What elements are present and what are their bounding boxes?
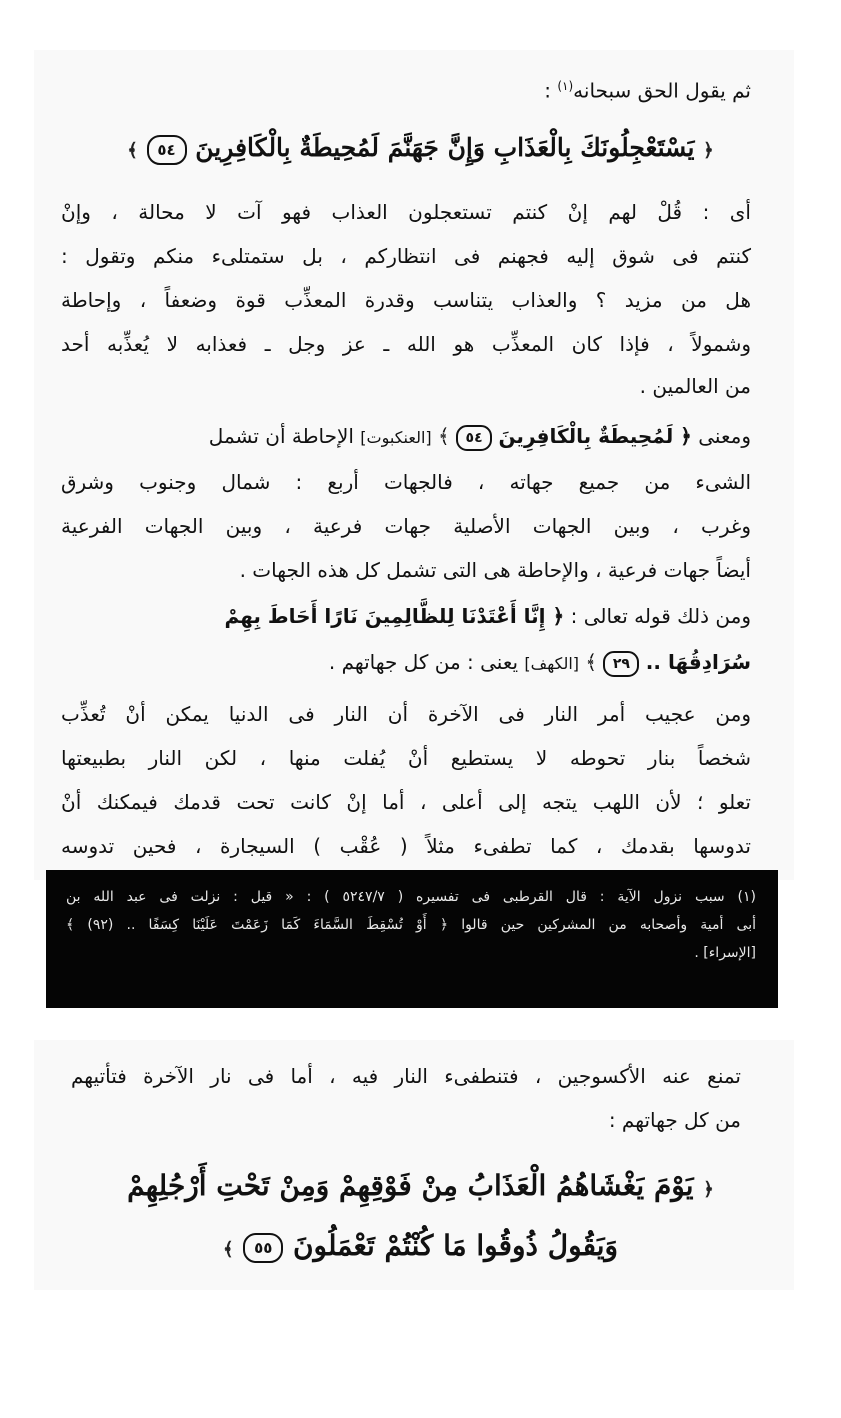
inline-verse-continued: سُرَادِقُهَا .. <box>645 650 751 674</box>
ayah-number-badge: ٢٩ <box>603 651 639 677</box>
intro-colon: : <box>544 78 551 103</box>
footnote-line: أبى أمية وأصحابه من المشركين حين قالوا ﴿ أَوْ تُسْقِطَ السَّمَاءَ كَمَا زَعَمْتَ عَلَيْنَا كِسَفًا .. (٩٢) ﴾ <box>66 917 756 933</box>
paragraph-line-with-verse <box>61 648 751 678</box>
footnote-line: (١) سبب نزول الآية : قال القرطبى فى تفسيره ( ٥٢٤٧/٧ ) : « قيل : نزلت فى عبد الله بن <box>66 889 756 905</box>
text-end: يعنى : من كل جهاتهم . <box>328 650 519 674</box>
paragraph-line: وغرب ، وبين الجهات الأصلية جهات فرعية ، وبين الجهات الفرعية <box>61 514 751 538</box>
paragraph-line: أيضاً جهات فرعية ، والإحاطة هى التى تشمل كل هذه الجهات . <box>239 558 751 582</box>
paragraph-line: شخصاً بنار تحوطه لا يستطيع أنْ يُفلت منها ، لكن النار بطبيعتها <box>61 746 751 770</box>
ayah-number-badge: ٥٤ <box>147 135 187 165</box>
intro-line <box>61 72 751 105</box>
surah-reference: [الكهف] <box>524 654 579 673</box>
verse-close-bracket: ﴾ <box>438 424 450 448</box>
ayah-number-badge: ٥٤ <box>456 425 492 451</box>
text-start: ومعنى <box>698 424 751 448</box>
paragraph-line-with-verse <box>61 602 751 630</box>
paragraph-line: تمنع عنه الأكسوجين ، فتنطفىء النار فيه ، أما فى نار الآخرة فتأتيهم <box>71 1064 741 1088</box>
intro-text: ثم يقول الحق سبحانه <box>573 78 751 103</box>
inline-verse: ﴿ لَمُحِيطَةٌ بِالْكَافِرِينَ <box>498 424 692 448</box>
verse-block-2-line-2 <box>90 1226 751 1270</box>
text-start: ومن ذلك قوله تعالى : <box>570 604 751 628</box>
paragraph-line: من العالمين . <box>639 374 751 398</box>
verse-text: يَوْمَ يَغْشَاهُمُ الْعَذَابُ مِنْ فَوْقِهِمْ وَمِنْ تَحْتِ أَرْجُلِهِمْ <box>127 1169 694 1202</box>
text-end: الإحاطة أن تشمل <box>208 424 354 448</box>
paragraph-line: وشمولاً ، فإذا كان المعذِّب هو الله ـ عز وجل ـ فعذابه لا يُعذِّبه أحد <box>61 332 751 356</box>
verse-close-ornament: ﴾ <box>222 1239 234 1260</box>
paragraph-line-with-verse <box>61 422 751 452</box>
ayah-number-badge: ٥٥ <box>243 1233 283 1263</box>
paragraph-line: ومن عجيب أمر النار فى الآخرة أن النار فى الدنيا يمكن أنْ تُعذِّب <box>61 702 751 726</box>
footnote-marker[interactable]: (١) <box>557 79 574 93</box>
verse-block-1 <box>90 128 751 171</box>
verse-block-2-line-1 <box>90 1166 751 1210</box>
paragraph-line: هل من مزيد ؟ والعذاب يتناسب وقدرة المعذِّب قوة وضعفاً ، وإحاطة <box>61 288 751 312</box>
paragraph-line: أى : قُلْ لهم إنْ كنتم تستعجلون العذاب فهو آت لا محالة ، وإنْ <box>61 200 751 224</box>
verse-open-ornament: ﴿ <box>703 140 714 161</box>
surah-reference: [العنكبوت] <box>360 428 432 447</box>
paragraph-line: كنتم فى شوق إليه فجهنم فى انتظاركم ، بل ستمتلىء منكم وتقول : <box>61 244 751 268</box>
verse-open-ornament: ﴿ <box>703 1179 714 1200</box>
verse-text: وَيَقُولُ ذُوقُوا مَا كُنْتُمْ تَعْمَلُونَ <box>292 1229 619 1262</box>
verse-close-bracket: ﴾ <box>585 650 598 674</box>
paragraph-line: تدوسها بقدمك ، كما تطفىء مثلاً ( عُقْب ) السيجارة ، فحين تدوسه <box>61 834 751 858</box>
footnote-box <box>46 870 778 1008</box>
verse-text: يَسْتَعْجِلُونَكَ بِالْعَذَابِ وَإِنَّ جَهَنَّمَ لَمُحِيطَةٌ بِالْكَافِرِينَ <box>195 133 695 162</box>
paragraph-line: الشىء من جميع جهاته ، فالجهات أربع : شمال وجنوب وشرق <box>61 470 751 494</box>
paragraph-line: من كل جهاتهم : <box>608 1108 741 1132</box>
paragraph-line: تعلو ؛ لأن اللهب يتجه إلى أعلى ، أما إنْ كانت تحت قدمك فيمكنك أنْ <box>61 790 751 814</box>
inline-verse: ﴿ إِنَّا أَعْتَدْنَا لِلظَّالِمِينَ نَارًا أَحَاطَ بِهِمْ <box>224 604 565 628</box>
footnote-line: [الإسراء] . <box>694 945 756 961</box>
verse-close-ornament: ﴾ <box>127 140 138 161</box>
